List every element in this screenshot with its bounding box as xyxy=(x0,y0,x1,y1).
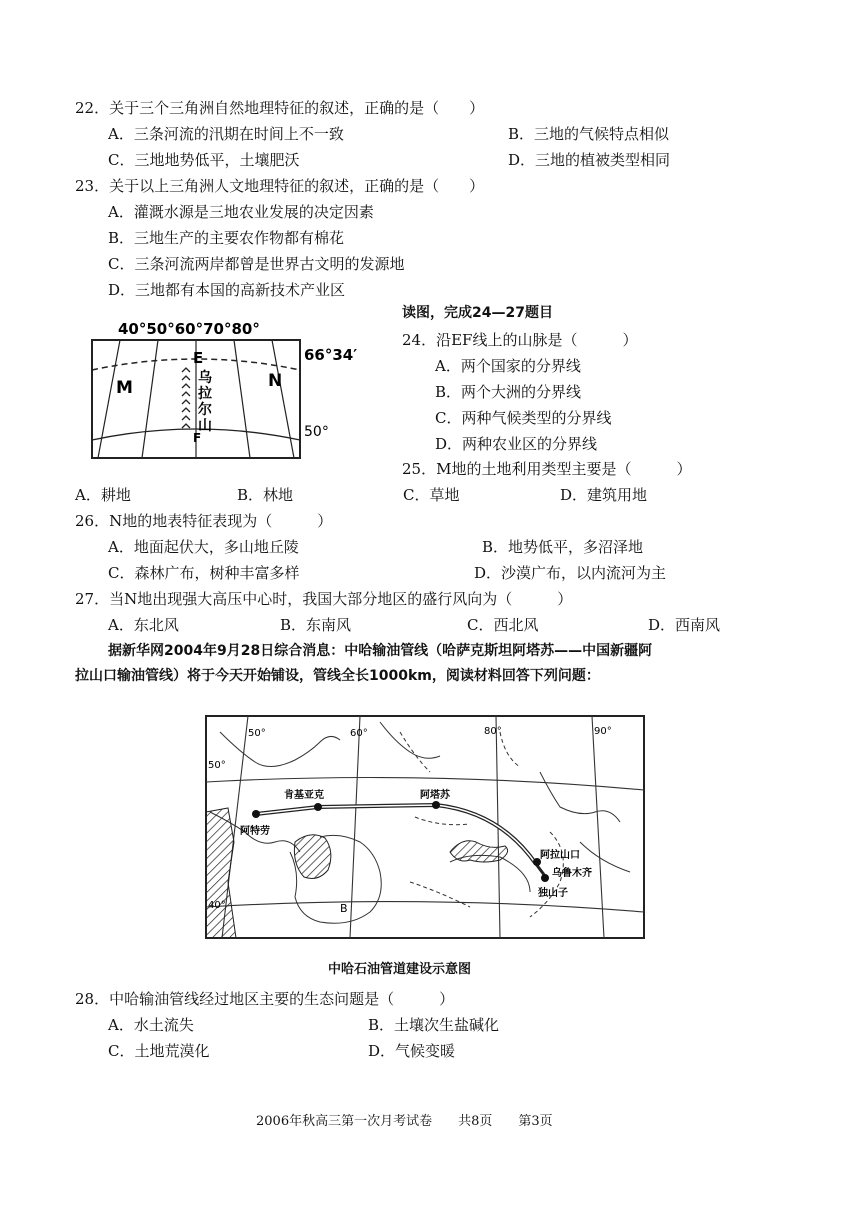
q25-option-a: A．耕地 xyxy=(75,486,131,504)
map1-mountain-char-1: 乌 xyxy=(198,370,212,386)
q24-stem: 24．沿EF线上的山脉是（ ） xyxy=(402,331,638,349)
q22-option-d: D．三地的植被类型相同 xyxy=(508,151,671,169)
city-kenkiyak-dot xyxy=(314,803,322,811)
map2-lon-90: 90° xyxy=(594,726,612,737)
city-dushanzi-label: 独山子 xyxy=(538,888,568,899)
pipeline-map xyxy=(200,712,652,944)
q28-option-c: C．土地荒漠化 xyxy=(108,1042,210,1060)
q24-option-a: A．两个国家的分界线 xyxy=(435,357,581,375)
map2-lat-40: 40° xyxy=(208,900,226,911)
q23-option-d: D．三地都有本国的高新技术产业区 xyxy=(108,281,346,299)
q28-option-b: B．土壤次生盐碱化 xyxy=(368,1016,500,1034)
q22-option-c: C．三地地势低平，土壤肥沃 xyxy=(108,151,300,169)
ural-map xyxy=(80,318,385,470)
q26-option-d: D．沙漠广布，以内流河为主 xyxy=(474,564,667,582)
q23-option-b: B．三地生产的主要农作物都有棉花 xyxy=(108,229,345,247)
q26-option-c: C．森林广布，树种丰富多样 xyxy=(108,564,300,582)
q28-stem: 28．中哈输油管线经过地区主要的生态问题是（ ） xyxy=(75,990,455,1008)
city-atasu-dot xyxy=(432,801,440,809)
city-urumqi-label: 乌鲁木齐 xyxy=(552,868,592,879)
map1-label-m: M xyxy=(116,378,133,398)
q27-option-c: C．西北风 xyxy=(467,616,539,634)
q24-option-b: B．两个大洲的分界线 xyxy=(435,383,582,401)
map2-lon-60: 60° xyxy=(350,728,368,739)
q23-option-a: A．灌溉水源是三地农业发展的决定因素 xyxy=(108,203,374,221)
map1-mountain-symbols xyxy=(182,368,190,428)
q25-option-d: D．建筑用地 xyxy=(560,486,648,504)
q24-option-d: D．两种农业区的分界线 xyxy=(435,435,598,453)
city-kenkiyak-label: 肯基亚克 xyxy=(284,790,324,801)
q27-option-a: A．东北风 xyxy=(108,616,179,634)
q25-option-c: C．草地 xyxy=(403,486,460,504)
map1-lat-66: 66°34′ xyxy=(304,346,358,364)
q25-option-b: B．林地 xyxy=(237,486,294,504)
q26-option-b: B．地势低平，多沼泽地 xyxy=(482,538,644,556)
map2-caption: 中哈石油管道建设示意图 xyxy=(328,962,472,977)
map1-mountain-char-3: 尔 xyxy=(198,402,212,418)
q28-option-d: D．气候变暖 xyxy=(368,1042,456,1060)
q27-option-d: D．西南风 xyxy=(648,616,721,634)
q23-option-c: C．三条河流两岸都曾是世界古文明的发源地 xyxy=(108,255,405,273)
map1-label-f: F xyxy=(193,431,202,445)
city-atyrau-label: 阿特劳 xyxy=(240,826,270,837)
map1-lon-labels: 40°50°60°70°80° xyxy=(118,320,260,338)
q24-option-c: C．两种气候类型的分界线 xyxy=(435,409,612,427)
q28-option-a: A．水土流失 xyxy=(108,1016,194,1034)
map1-mountain-char-4: 山 xyxy=(198,418,212,434)
q26-option-a: A．地面起伏大，多山地丘陵 xyxy=(108,538,299,556)
map2-lon-80: 80° xyxy=(484,726,502,737)
q22-option-b: B．三地的气候特点相似 xyxy=(508,125,670,143)
city-atasu-label: 阿塔苏 xyxy=(420,790,450,801)
q23-stem: 23．关于以上三角洲人文地理特征的叙述，正确的是（ ） xyxy=(75,177,485,195)
instruction-24-27: 读图，完成24—27题目 xyxy=(402,305,553,321)
map1-label-e: E xyxy=(193,349,204,367)
q27-stem: 27．当N地出现强大高压中心时，我国大部分地区的盛行风向为（ ） xyxy=(75,590,573,608)
news-paragraph-line-2: 拉山口输油管线）将于今天开始铺设，管线全长1000km，阅读材料回答下列问题： xyxy=(75,668,600,684)
map1-lat-50: 50° xyxy=(304,424,329,440)
map2-lat-50: 50° xyxy=(208,760,226,771)
city-atyrau-dot xyxy=(252,810,260,818)
map2-label-b: B xyxy=(340,902,348,915)
map2-frame xyxy=(206,716,644,938)
map1-mountain-char-2: 拉 xyxy=(198,386,212,402)
city-alashankou-label: 阿拉山口 xyxy=(540,850,580,861)
page-footer: 2006年秋高三第一次月考试卷 共8页 第3页 xyxy=(256,1114,553,1129)
q26-stem: 26．N地的地表特征表现为（ ） xyxy=(75,512,333,530)
map1-label-n: N xyxy=(268,371,283,391)
map2-lon-50: 50° xyxy=(248,728,266,739)
q22-option-a: A．三条河流的汛期在时间上不一致 xyxy=(108,125,344,143)
q25-stem: 25．M地的土地利用类型主要是（ ） xyxy=(402,460,692,478)
news-paragraph-line-1: 据新华网2004年9月28日综合消息：中哈输油管线（哈萨克斯坦阿塔苏——中国新疆阿 xyxy=(108,643,653,659)
q22-stem: 22．关于三个三角洲自然地理特征的叙述，正确的是（ ） xyxy=(75,99,485,117)
q27-option-b: B．东南风 xyxy=(280,616,352,634)
city-dushanzi-dot xyxy=(541,874,549,882)
map2-hatched-aral xyxy=(294,835,330,879)
